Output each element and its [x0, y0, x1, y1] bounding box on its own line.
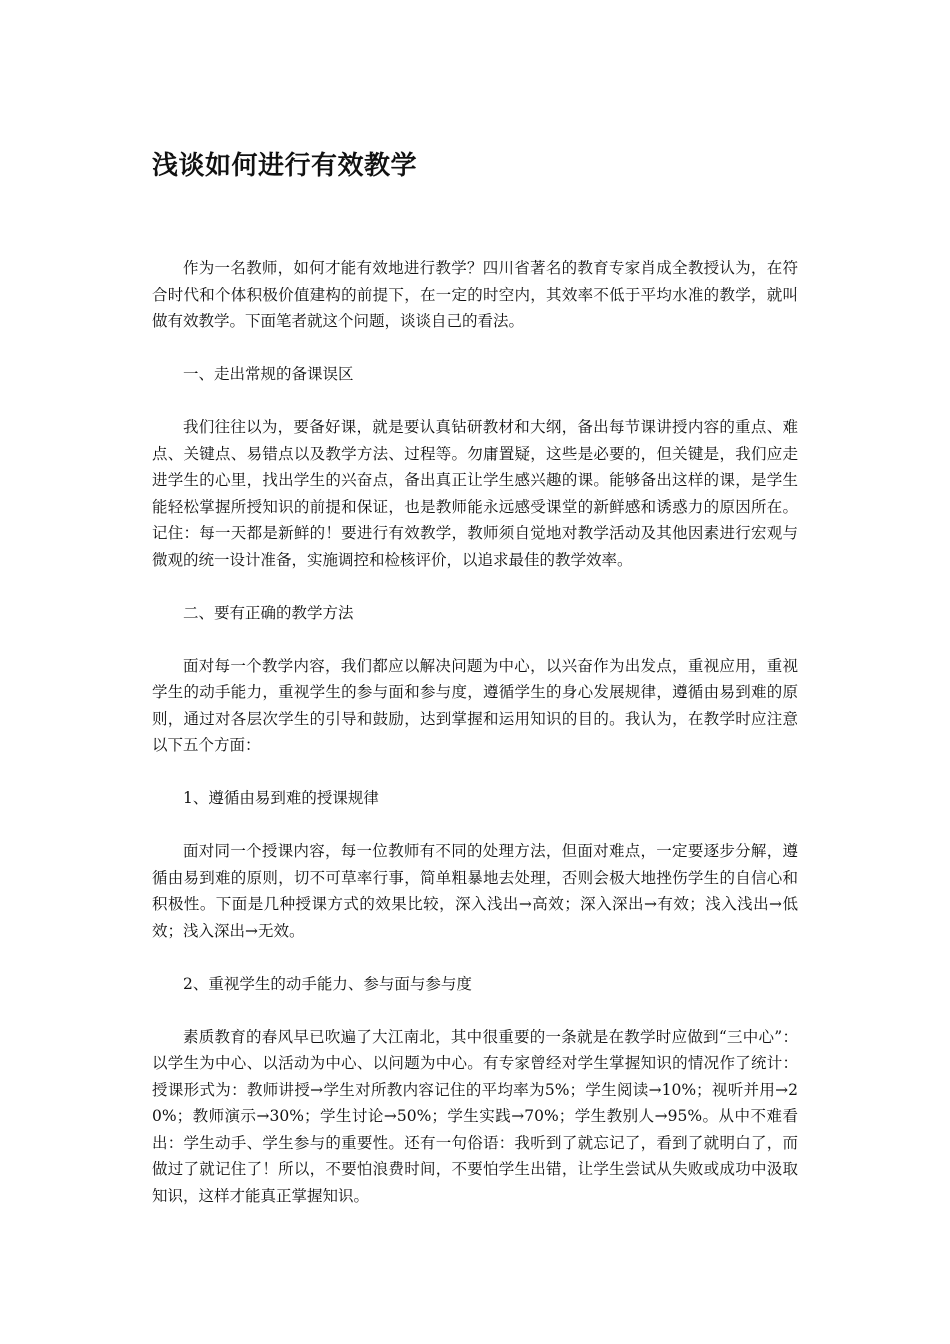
- section-heading-1: 一、走出常规的备课误区: [183, 365, 354, 383]
- subsection-heading-2: 2、重视学生的动手能力、参与面与参与度: [183, 974, 472, 993]
- document-body: [152, 255, 798, 1209]
- subsection-heading-1: 1、遵循由易到难的授课规律: [183, 789, 379, 807]
- document-title: 浅谈如何进行有效教学: [152, 151, 418, 181]
- paragraph-participation: 素质教育的春风早已吹遍了大江南北，其中很重要的一条就是在教学时应做到“三中心”：以学生为中心、以活动为中心、以问题为中心。有专家曾经对学生掌握知识的情况作了统计：授课形式为：教师讲授→学生对所教内容记住的平均率为5%；学生阅读→10%；视听并用→20%；教师演示→30%；学生讨论→50%；学生实践→70%；学生教别人→95%。从中不难看出：学生动手、学生参与的重要性。还有一句俗语：我听到了就忘记了，看到了就明白了，而做过了就记住了！所以，不要怕浪费时间，不要怕学生出错，让学生尝试从失败或成功中汲取知识，这样才能真正掌握知识。: [152, 1027, 798, 1205]
- paragraph-intro: 作为一名教师，如何才能有效地进行教学？四川省著名的教育专家肖成全教授认为，在符合时代和个体积极价值建构的前提下，在一定的时空内，其效率不低于平均水准的教学，就叫做有效教学。下面笔者就这个问题，谈谈自己的看法。: [152, 259, 798, 330]
- paragraph-easy-to-hard: 面对同一个授课内容，每一位教师有不同的处理方法，但面对难点，一定要逐步分解，遵循由易到难的原则，切不可草率行事，简单粗暴地去处理，否则会极大地挫伤学生的自信心和积极性。下面是几种授课方式的效果比较，深入浅出→高效；深入深出→有效；浅入浅出→低效；浅入深出→无效。: [152, 842, 798, 940]
- paragraph-lesson-prep: 我们往往以为，要备好课，就是要认真钻研教材和大纲，备出每节课讲授内容的重点、难点、关键点、易错点以及教学方法、过程等。勿庸置疑，这些是必要的，但关键是，我们应走进学生的心里，找出学生的兴奋点，备出真正让学生感兴趣的课。能够备出这样的课，是学生能轻松掌握所授知识的前提和保证，也是教师能永远感受课堂的新鲜感和诱惑力的原因所在。记住：每一天都是新鲜的！要进行有效教学，教师须自觉地对教学活动及其他因素进行宏观与微观的统一设计准备，实施调控和检核评价，以追求最佳的教学效率。: [152, 418, 798, 569]
- paragraph-teaching-method: 面对每一个教学内容，我们都应以解决问题为中心，以兴奋作为出发点，重视应用，重视学生的动手能力，重视学生的参与面和参与度，遵循学生的身心发展规律，遵循由易到难的原则，通过对各层次学生的引导和鼓励，达到掌握和运用知识的目的。我认为，在教学时应注意以下五个方面：: [152, 656, 798, 754]
- section-heading-2: 二、要有正确的教学方法: [183, 603, 354, 622]
